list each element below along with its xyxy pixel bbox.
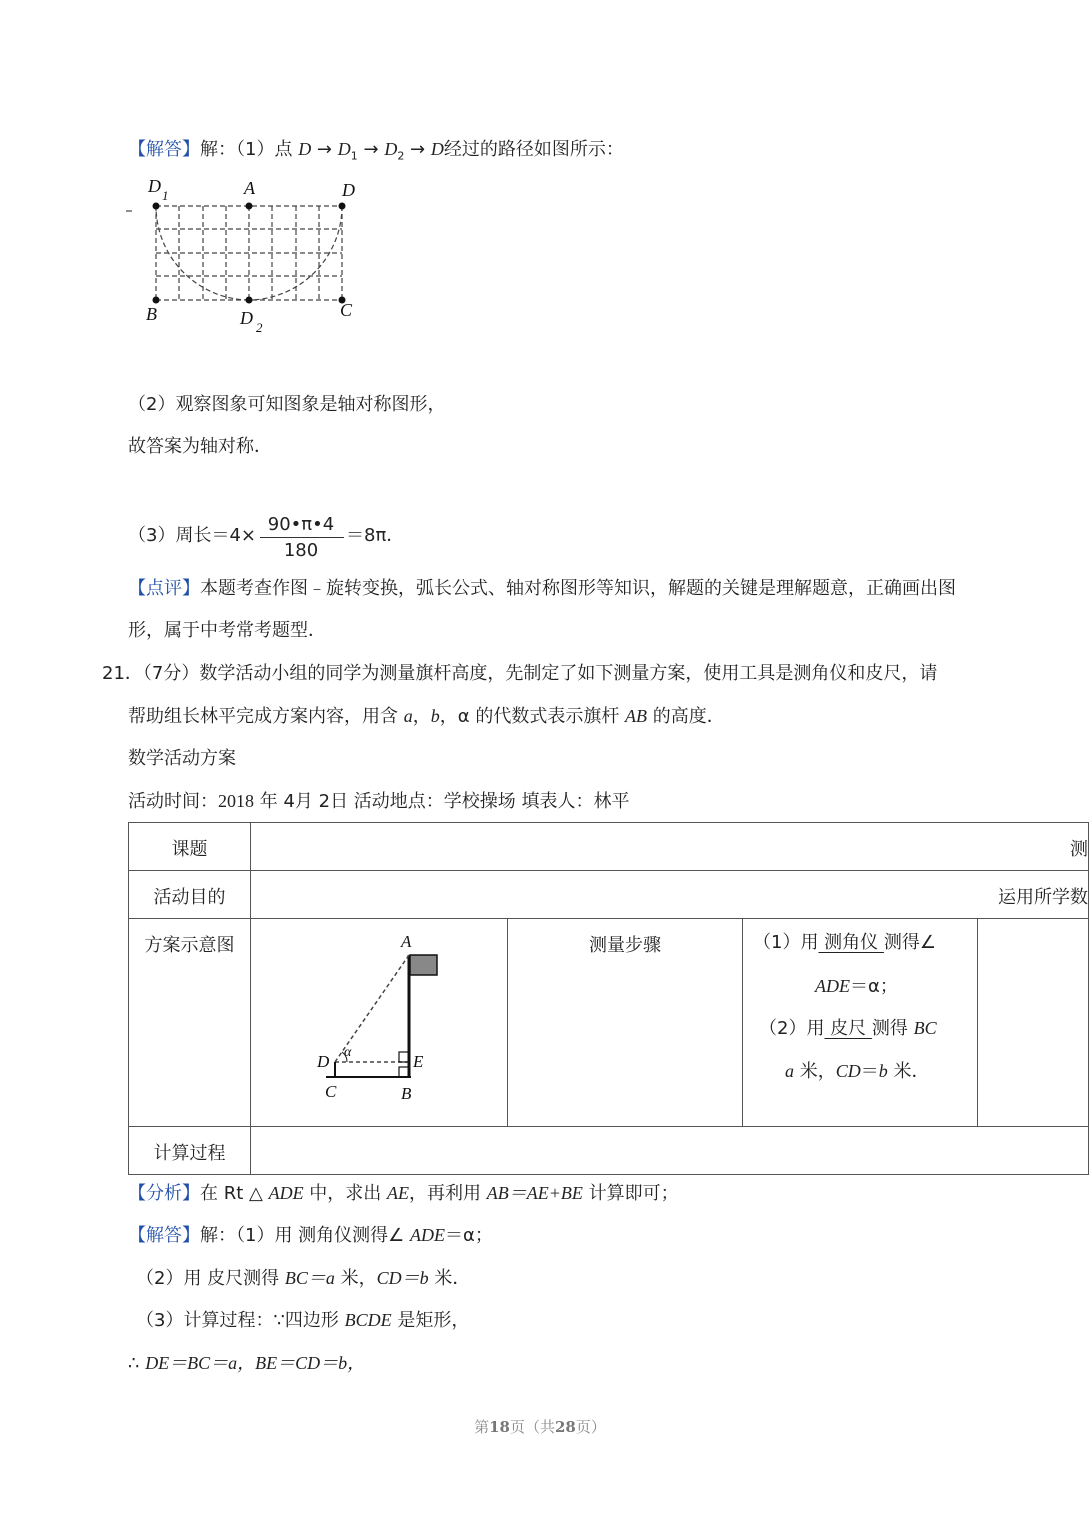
row-calc: [129, 1127, 1089, 1175]
steps-header: 测量步骤: [508, 919, 743, 1127]
q21-var-AB: AB: [625, 706, 648, 726]
meta-rest: 年 4月 2日 活动地点：学校操场 填表人：林平: [254, 791, 630, 812]
q21-text-1: （7分）数学活动小组的同学为测量旗杆高度，先制定了如下测量方案，使用工具是测角仪和皮尺，请: [142, 663, 938, 684]
step1-line2: [815, 974, 898, 999]
sol21-line4: [128, 1350, 365, 1377]
part3-suffix: ＝8π．: [346, 525, 405, 546]
q21-line2-suffix: 的高度．: [647, 706, 725, 727]
comment-tag: 【点评】: [128, 578, 200, 599]
plan-table: [128, 822, 1089, 1175]
page-footer: [0, 1416, 1080, 1437]
analysis-prefix: 在 Rt △: [200, 1183, 269, 1204]
steps-cell: [743, 919, 978, 1127]
step2-b: b: [878, 1061, 888, 1081]
fraction-denominator: 180: [283, 540, 319, 561]
step1-tool: 测角仪: [818, 932, 884, 953]
flag: [410, 955, 437, 975]
part2-line2: 故答案为轴对称．: [128, 436, 272, 457]
label-D2-sub: 2: [256, 320, 263, 335]
path-arrow-1: →: [316, 139, 333, 160]
q21-line1: [102, 661, 937, 687]
label-C: C: [340, 300, 353, 320]
diag-label-C: C: [325, 1082, 337, 1101]
step2-line2: [785, 1059, 929, 1084]
fraction-bar: [260, 537, 344, 538]
step2-end: 米．: [887, 1061, 930, 1082]
analysis-mid1: 中，求出: [303, 1183, 388, 1204]
label-D2: D: [240, 308, 253, 328]
diag-label-alpha: α: [344, 1045, 352, 1060]
step2-mid2: 米，: [794, 1061, 836, 1082]
q21-var-a: a: [403, 706, 413, 726]
point-D: [339, 203, 346, 210]
path-D-end: D: [430, 139, 444, 159]
sol21-line4-prefix: ∴: [128, 1353, 146, 1374]
label-D1-sub: 1: [162, 188, 169, 203]
q21-var-b: b: [430, 706, 440, 726]
footer-pre: 第: [474, 1418, 490, 1436]
point-D2: [246, 297, 253, 304]
step2-mid: 测得: [871, 1018, 914, 1039]
step1-var: ADE: [815, 976, 850, 996]
label-A: A: [244, 178, 255, 198]
sol21-line3-prefix: （3）计算过程：∵四边形: [136, 1310, 345, 1331]
footer-post: 页）: [575, 1418, 606, 1436]
row-goal: [129, 871, 1089, 919]
path-D2-sub: 2: [397, 149, 405, 163]
answer-intro-prefix: 解：（1）点: [200, 139, 299, 160]
path-D: D: [298, 139, 312, 159]
q21-sep2: ，α 的代数式表示旗杆: [439, 706, 626, 727]
plan-title: 数学活动方案: [128, 748, 236, 769]
step1-rest: ＝α；: [850, 976, 898, 997]
diag-label-A: A: [401, 932, 412, 951]
sol21-line3: [136, 1307, 469, 1334]
q21-line2: [128, 703, 725, 730]
analysis-suffix: 计算即可；: [582, 1183, 679, 1204]
label-B: B: [146, 304, 157, 324]
step2-CD: CD: [835, 1061, 861, 1081]
analysis-tag: 【分析】: [128, 1183, 200, 1204]
footer-mid: 页（共: [509, 1418, 555, 1436]
sol21-line2: [136, 1265, 470, 1292]
answer-intro-suffix: 经过的路径如图所示：: [443, 139, 624, 160]
plan-meta: [128, 788, 630, 815]
comment-line1: [128, 576, 956, 602]
step2-eq: ＝: [860, 1061, 879, 1082]
part2-line1: （2）观察图象可知图象是轴对称图形，: [128, 394, 446, 415]
sol21-line2-suffix: 米．: [428, 1268, 471, 1289]
sol21-line2-CD: CD＝b: [376, 1268, 429, 1288]
topic-label: 课题: [129, 823, 251, 871]
step1-prefix: （1）用: [753, 932, 819, 953]
part3-prefix: （3）周长＝4×: [128, 525, 256, 546]
calc-label: 计算过程: [129, 1127, 251, 1175]
step2-var: BC: [913, 1018, 937, 1038]
row-diagram: [129, 919, 1089, 1127]
grid-lines: [156, 206, 342, 300]
label-D: D: [342, 180, 355, 200]
point-B: [153, 297, 160, 304]
footer-total-pages: 28: [555, 1418, 576, 1436]
answer-intro-line: [128, 136, 624, 170]
comment-text-1: 本题考查作图﹣旋转变换，弧长公式、轴对称图形等知识，解题的关键是理解题意，正确画出图: [200, 578, 956, 599]
diagram-label: 方案示意图: [129, 919, 251, 1127]
rotation-grid-figure: [120, 170, 370, 345]
path-D1-sub: 1: [350, 149, 358, 163]
diag-label-E: E: [413, 1052, 424, 1071]
analysis-ADE: ADE: [268, 1183, 304, 1203]
comment-line2: 形，属于中考常考题型．: [128, 620, 326, 641]
footer-page-number: 18: [489, 1418, 510, 1436]
step1-line1: [753, 931, 936, 955]
meta-prefix: 活动时间：: [128, 791, 218, 812]
step2-tool: 皮尺: [824, 1018, 872, 1039]
steps-text: [743, 919, 977, 1119]
step1-mid: 测得∠: [883, 932, 937, 953]
diagram-cell: [251, 919, 508, 1127]
sol21-line3-var: BCDE: [344, 1310, 392, 1330]
steps-extra-cell: [978, 919, 1089, 1127]
sol21-line4-math: DE＝BC＝a，BE＝CD＝b，: [145, 1353, 366, 1373]
answer-tag: 【解答】: [128, 139, 200, 160]
meta-year: 2018: [218, 791, 254, 811]
calc-value: [251, 1127, 1089, 1175]
path-D1: D: [337, 139, 351, 159]
q21-sep1: ，: [412, 706, 431, 727]
analysis-mid2: ，再利用: [409, 1183, 487, 1204]
sol21-line2-mid: 米，: [334, 1268, 377, 1289]
diag-label-D: D: [317, 1052, 330, 1071]
analysis-formula: AB＝AE+BE: [486, 1183, 583, 1203]
step2-line1: [759, 1016, 937, 1041]
sol21-line1-prefix: 解：（1）用 测角仪测得∠: [200, 1225, 411, 1246]
path-D2: D: [384, 139, 398, 159]
point-D1: [153, 203, 160, 210]
sol21-line1-var: ADE: [410, 1225, 446, 1245]
diag-label-B: B: [401, 1084, 412, 1103]
sol21-line1: [128, 1222, 493, 1249]
path-arrow-2: →: [363, 139, 379, 160]
sol21-line3-suffix: 是矩形，: [391, 1310, 470, 1331]
goal-value: 运用所学数: [251, 871, 1089, 919]
q21-number: 21．: [102, 663, 143, 684]
analysis-AE: AE: [387, 1183, 410, 1203]
sol21-line2-prefix: （2）用 皮尺测得: [136, 1268, 285, 1289]
sol21-line2-BC: BC＝a: [284, 1268, 335, 1288]
flagpole-diagram: [251, 919, 508, 1121]
fraction-numerator: 90•π•4: [267, 514, 335, 535]
sol21-tag: 【解答】: [128, 1225, 200, 1246]
topic-value: 测: [251, 823, 1089, 871]
label-D1: D: [148, 176, 161, 196]
path-arrow-3: →: [410, 139, 426, 160]
sol21-line1-suffix: ＝α；: [445, 1225, 493, 1246]
analysis-line: [128, 1180, 679, 1207]
step2-prefix: （2）用: [759, 1018, 825, 1039]
point-A: [246, 203, 253, 210]
q21-line2-prefix: 帮助组长林平完成方案内容，用含: [128, 706, 404, 727]
step2-a: a: [785, 1061, 794, 1081]
row-topic: [129, 823, 1089, 871]
goal-label: 活动目的: [129, 871, 251, 919]
